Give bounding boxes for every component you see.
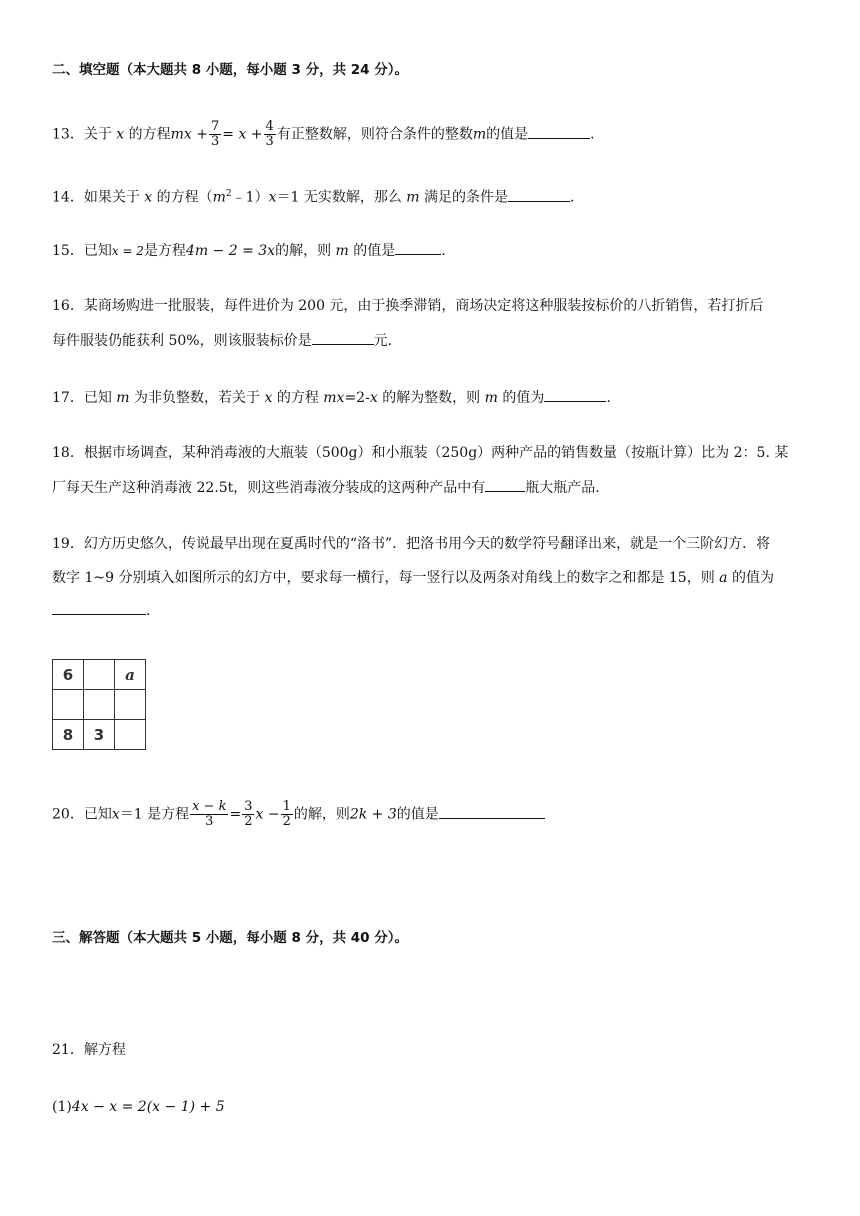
question-13 — [52, 120, 595, 149]
variable: x — [144, 189, 153, 206]
variable: a — [719, 570, 728, 586]
question-text: 满足的条件是 — [424, 189, 509, 206]
variable: x — [116, 126, 125, 143]
question-19-line-2 — [52, 568, 774, 588]
question-text: ﹣1） — [231, 189, 269, 206]
question-text: 的解，则 — [293, 806, 350, 823]
variable: m — [484, 390, 498, 406]
variable: x — [369, 390, 378, 406]
question-text: 每件服装仍能获利 50%，则该服装标价是 — [52, 333, 312, 349]
grid-cell: 3 — [84, 720, 115, 750]
section-2-heading: 二、填空题（本大题共 8 小题，每小题 3 分，共 24 分）。 — [52, 62, 409, 78]
fraction-denominator: 2 — [282, 814, 291, 829]
grid-cell: 8 — [53, 720, 84, 750]
question-text: 的值为 — [502, 390, 545, 406]
exponent: 2 — [225, 189, 232, 199]
equation: 4x − x = 2(x − 1) + 5 — [71, 1099, 225, 1115]
question-16-line-1: 16．某商场购进一批服装，每件进价为 200 元，由于换季滞销，商场决定将这种服装按标价的八折销售，若打折后 — [52, 298, 764, 314]
variable: m — [406, 189, 420, 206]
fraction-numerator: x − k — [192, 799, 227, 814]
answer-blank[interactable] — [395, 240, 441, 255]
equation: x = 2 — [111, 244, 144, 258]
grid-row — [53, 660, 146, 690]
fraction-denominator: 3 — [205, 814, 214, 829]
grid-row — [53, 690, 146, 720]
question-number: 15． — [52, 243, 84, 259]
grid-cell — [84, 660, 115, 690]
grid-cell — [115, 690, 146, 720]
question-17 — [52, 387, 611, 408]
fraction-numerator: 4 — [265, 119, 274, 134]
fraction-denominator: 3 — [211, 134, 220, 149]
question-text: 已知 — [83, 390, 112, 406]
question-text: 的值为 — [731, 570, 774, 586]
variable: m — [116, 390, 130, 406]
question-20 — [52, 800, 545, 829]
question-text: 的值是 — [396, 806, 439, 823]
answer-blank[interactable] — [439, 804, 545, 819]
question-text: 是方程 — [143, 243, 186, 259]
question-text: 的值是 — [486, 126, 529, 143]
answer-blank[interactable] — [52, 600, 146, 615]
question-number: 17． — [52, 390, 84, 406]
fraction — [242, 800, 254, 829]
variable: m — [335, 243, 349, 259]
question-18-line-1: 18．根据市场调查，某种消毒液的大瓶装（500g）和小瓶装（250g）两种产品的销售数量（按瓶计算）比为 2：5. 某 — [52, 445, 789, 461]
variable: x — [111, 806, 120, 823]
question-text: =2- — [344, 390, 370, 406]
punctuation: . — [441, 243, 446, 259]
question-14 — [52, 184, 574, 208]
question-text: ＝1 无实数解，那么 — [276, 189, 402, 206]
grid-cell: 6 — [53, 660, 84, 690]
equation: 2k + 3 — [349, 806, 397, 823]
question-text: 的方程 — [128, 126, 171, 143]
question-number: 13． — [52, 126, 84, 143]
equation: 4m − 2 = 3x — [185, 243, 276, 259]
grid-row — [53, 720, 146, 750]
variable: m — [472, 126, 487, 143]
question-text: 关于 — [83, 126, 112, 143]
question-19-line-3 — [52, 600, 150, 621]
variable: m — [212, 189, 226, 206]
grid-cell — [84, 690, 115, 720]
fraction-denominator: 2 — [244, 814, 253, 829]
punctuation: . — [606, 390, 611, 406]
punctuation: . — [146, 603, 151, 619]
question-21-part-1 — [52, 1097, 225, 1117]
equation-part: mx + — [170, 126, 208, 143]
question-text: 的方程 — [276, 390, 319, 406]
question-text: 的解，则 — [275, 243, 332, 259]
equation-part: x − — [255, 806, 280, 823]
question-21-label: 21．解方程 — [52, 1042, 126, 1058]
question-16-line-2 — [52, 330, 392, 351]
answer-blank[interactable] — [528, 124, 590, 139]
fraction-numerator: 7 — [211, 119, 220, 134]
question-18-line-2 — [52, 477, 600, 498]
question-15 — [52, 240, 446, 261]
question-text: 的值是 — [353, 243, 396, 259]
variable: x — [268, 189, 277, 206]
question-text: 为非负整数，若关于 — [134, 390, 261, 406]
equation-part: = x + — [222, 126, 263, 143]
question-text: 元. — [373, 333, 393, 349]
fraction — [190, 800, 228, 829]
fraction-numerator: 1 — [282, 799, 291, 814]
question-text: 厂每天生产这种消毒液 22.5t，则这些消毒液分装成的这两种产品中有 — [52, 480, 486, 496]
fraction — [264, 120, 276, 149]
fraction — [281, 800, 293, 829]
grid-cell: a — [115, 660, 146, 690]
equals-sign: = — [229, 806, 242, 823]
question-19-line-1: 19．幻方历史悠久，传说最早出现在夏禹时代的“洛书”．把洛书用今天的数学符号翻译出来，就是一个三阶幻方．将 — [52, 536, 771, 552]
equation: mx — [323, 390, 345, 406]
grid-cell — [115, 720, 146, 750]
question-number: 14． — [52, 189, 84, 206]
punctuation: . — [590, 126, 595, 143]
fraction-numerator: 3 — [244, 799, 253, 814]
grid-cell — [53, 690, 84, 720]
section-3-heading: 三、解答题（本大题共 5 小题，每小题 8 分，共 40 分）。 — [52, 930, 409, 946]
answer-blank[interactable] — [508, 187, 570, 202]
question-text: 已知 — [83, 243, 112, 259]
answer-blank[interactable] — [485, 477, 525, 492]
question-text: 已知 — [83, 806, 112, 823]
punctuation: . — [570, 189, 575, 206]
question-text: 的解为整数，则 — [382, 390, 481, 406]
question-text: 数字 1~9 分别填入如图所示的幻方中，要求每一横行，每一竖行以及两条对角线上的数字之和都是 15，则 — [52, 570, 715, 586]
fraction-denominator: 3 — [265, 134, 274, 149]
part-number: (1) — [52, 1099, 72, 1115]
question-text: 瓶大瓶产品. — [525, 480, 600, 496]
question-text: 的方程（ — [156, 189, 213, 206]
fraction — [209, 120, 221, 149]
magic-square-grid — [52, 659, 146, 750]
question-number: 20． — [52, 806, 84, 823]
question-text: ＝1 是方程 — [119, 806, 190, 823]
answer-blank[interactable] — [544, 387, 606, 402]
question-text: 如果关于 — [83, 189, 140, 206]
question-text: 有正整数解，则符合条件的整数 — [276, 126, 473, 143]
variable: x — [264, 390, 273, 406]
answer-blank[interactable] — [312, 330, 374, 345]
